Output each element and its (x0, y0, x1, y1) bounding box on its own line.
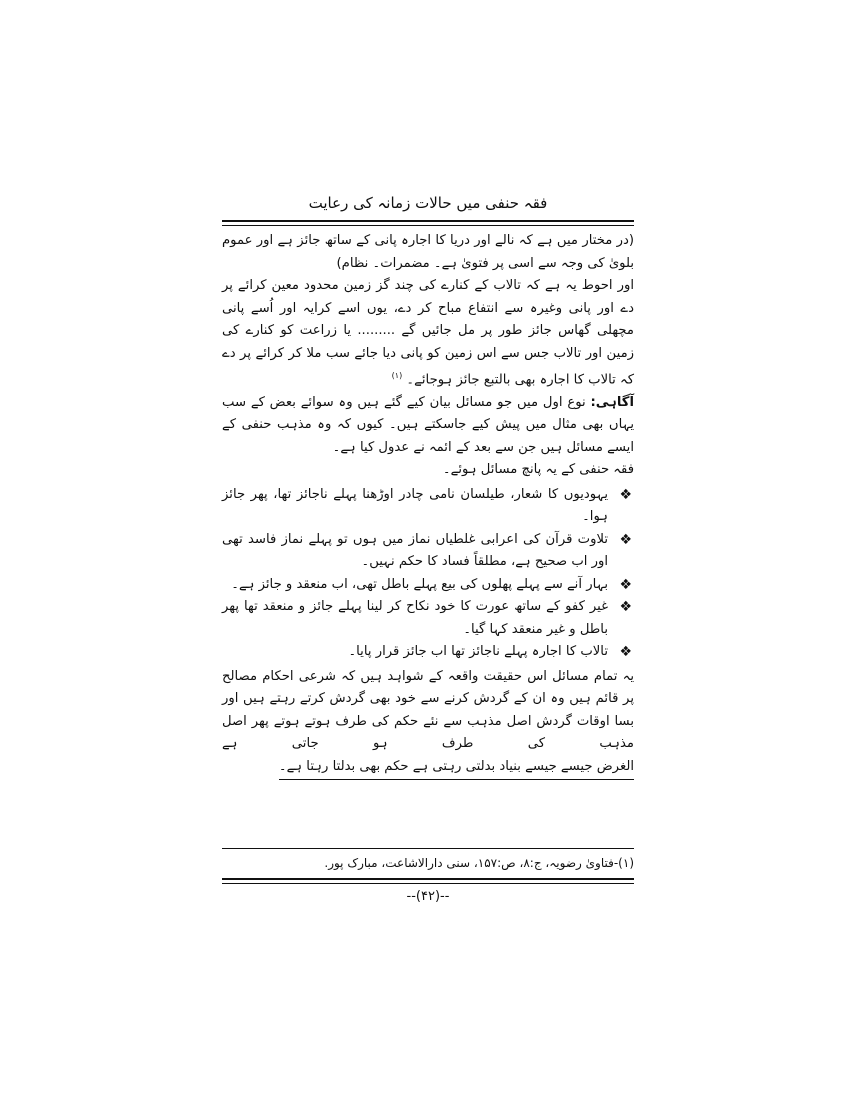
paragraph-ahwat-text: اور احوط یہ ہے کہ تالاب کے کنارے کی چند گز زمین محدود معین کرائے پر دے اور پانی وغیرہ سے انتفاع مباح کر دے، یوں اسے کرایہ اور اُسے پانی مچھلی گھاس جائز طور پر مل جائیں گے ......... یا زراعت کو کنارے کی زمین اور تالاب جس سے اس زمین کو پانی دیا جائے سب ملا کر کرائے پر دے کہ تالاب کا اجارہ بھی بالتبع جائز ہوجائے۔ (222, 278, 634, 388)
document-page (222, 190, 634, 910)
intro-line: فقہ حنفی کے یہ پانچ مسائل ہوئے۔ (442, 462, 634, 478)
list-item-text: تالاب کا اجارہ پہلے ناجائز تھا اب جائز قرار پایا۔ (348, 644, 608, 660)
footnote-marker: (۱) (391, 371, 403, 380)
diamond-bullet-icon: ❖ (619, 531, 632, 548)
list-item (222, 574, 634, 597)
notice-paragraph (222, 392, 634, 460)
list-item (222, 641, 634, 664)
page-body (222, 230, 634, 780)
notice-text: نوع اول میں جو مسائل بیان کیے گئے ہیں وہ سوائے بعض کے سب یہاں بھی مثال میں پیش کیے جاسکتے ہیں۔ کیوں کہ وہ مذہب حنفی کے ایسے مسائل ہیں جن سے بعد کے ائمہ نے عدول کیا ہے۔ (222, 394, 634, 455)
running-header: فقہ حنفی میں حالات زمانہ کی رعایت (308, 194, 548, 212)
footer-rule-thick (222, 878, 634, 880)
list-item (222, 484, 634, 529)
conclusion-paragraph (222, 666, 634, 781)
page-number: --(۴۲)-- (406, 889, 450, 904)
list-item-text: غیر کفو کے ساتھ عورت کا خود نکاح کر لینا پہلے جائز و منعقد تھا پھر باطل و غیر منعقد کہا گیا۔ (222, 599, 608, 637)
header-rule-thick (222, 220, 634, 222)
conclusion-last-line: الغرض جیسے جیسے بنیاد بدلتی رہتی ہے حکم بھی بدلتا رہتا ہے۔ (279, 756, 634, 781)
paragraph-durr-mukhtar: (در مختار میں ہے کہ نالے اور دریا کا اجارہ پانی کے ساتھ جائز ہے اور عموم بلویٰ کی وجہ سے اسی پر فتویٰ ہے۔ مضمرات۔ نظام) (222, 233, 634, 271)
diamond-bullet-icon: ❖ (619, 576, 632, 593)
list-item (222, 596, 634, 641)
diamond-bullet-icon: ❖ (619, 644, 632, 661)
diamond-bullet-icon: ❖ (619, 599, 632, 616)
diamond-bullet-icon: ❖ (619, 486, 632, 503)
footer-rule-thin (222, 883, 634, 884)
footnote-rule (222, 848, 634, 849)
list-item-text: تلاوت قرآن کی اعرابی غلطیاں نماز میں ہوں تو پہلے نماز فاسد تھی اور اب صحیح ہے، مطلقاً فساد کا حکم نہیں۔ (222, 531, 608, 570)
conclusion-text: یہ تمام مسائل اس حقیقت واقعہ کے شواہد ہیں کہ شرعی احکام مصالح پر قائم ہیں وہ ان کے گردش کرنے سے خود بھی گردش کرتے رہتے ہیں اور بسا اوقات گردش اصل مذہب سے نئے حکم کی طرف ہوتے ہوتے پھر اصل مذہب کی طرف ہو جاتی ہے (222, 668, 634, 752)
notice-lead: آگاہی: (590, 394, 634, 410)
list-item-text: یہودیوں کا شعار، طیلسان نامی چادر اوڑھنا پہلے ناجائز تھا، پھر جائز ہوا۔ (222, 486, 608, 525)
header-rule-thin (222, 225, 634, 226)
points-list (222, 484, 634, 664)
list-item (222, 529, 634, 574)
list-item-text: بہار آنے سے پہلے پھلوں کی بیع پہلے باطل تھی، اب منعقد و جائز ہے۔ (231, 576, 608, 592)
paragraph-ahwat (222, 275, 634, 392)
footnote: (۱)-فتاویٰ رضویہ، ج:۸، ص:۱۵۷، سنی دارالاشاعت، مبارک پور. (324, 856, 634, 870)
